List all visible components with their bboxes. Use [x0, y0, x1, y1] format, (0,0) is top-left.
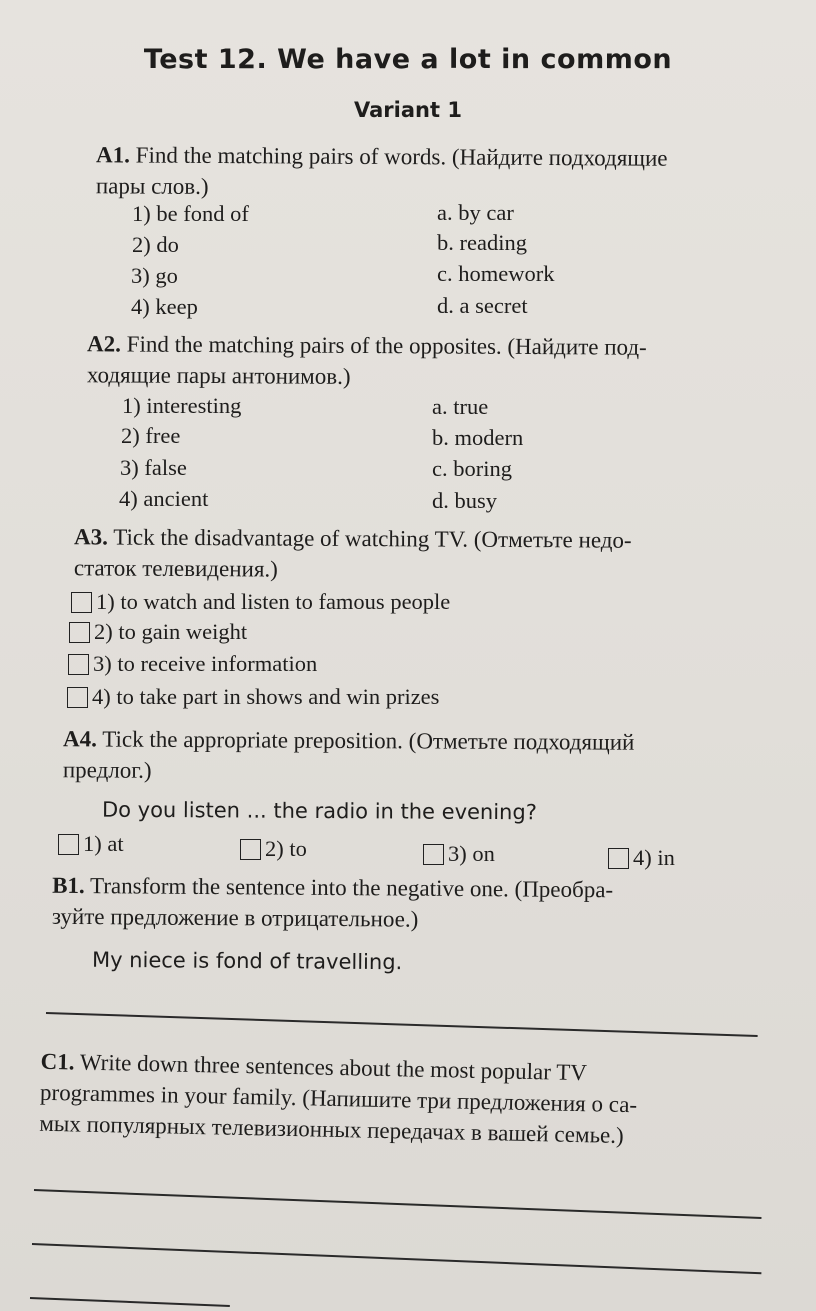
a2-right-item: a. true: [432, 394, 489, 419]
a1-left-item: 4) keep: [131, 294, 198, 319]
a3-option-4[interactable]: [67, 684, 439, 710]
a2-right-item: c. boring: [432, 456, 512, 481]
b1-sentence: My niece is fond of travelling.: [91, 947, 403, 975]
checkbox[interactable]: [67, 687, 88, 708]
c1-answer-line-2[interactable]: [32, 1243, 761, 1274]
task-c1-number: C1.: [40, 1048, 75, 1075]
task-a3-number: A3.: [74, 524, 109, 550]
task-c1-text-line1: Write down three sentences about the most popular TV: [79, 1049, 588, 1086]
task-a4-text-line2: предлог.): [62, 757, 152, 783]
task-a3-text-line2: статок телевидения.): [73, 555, 278, 582]
task-c1-instruction: [39, 1046, 638, 1151]
task-a2-number: A2.: [87, 331, 122, 357]
task-a2-text-line2: ходящие пары антонимов.): [86, 362, 351, 389]
c1-answer-line-3[interactable]: [30, 1297, 230, 1307]
task-b1-instruction: [52, 870, 614, 936]
task-c1-text-line3: мых популярных телевизионных передачах в вашей семье.): [39, 1110, 624, 1148]
a4-option-1[interactable]: [58, 831, 124, 857]
a1-right-item: c. homework: [437, 261, 555, 286]
a2-right-item: d. busy: [432, 488, 498, 513]
task-a1-text-line2: пары слов.): [95, 173, 209, 199]
task-a4-number: A4.: [63, 726, 98, 752]
b1-answer-line[interactable]: [46, 1012, 758, 1036]
task-a1-text-line1: Find the matching pairs of words. (Найдите подходящие: [135, 142, 668, 171]
a3-option-2[interactable]: [69, 619, 247, 645]
task-a1-number: A1.: [96, 142, 131, 168]
task-b1-text-line1: Transform the sentence into the negative one. (Преобра-: [89, 873, 614, 903]
a2-left-item: 4) ancient: [119, 486, 209, 511]
checkbox[interactable]: [68, 654, 89, 675]
a1-right-item: b. reading: [437, 230, 527, 255]
a2-left-item: 1) interesting: [122, 393, 242, 418]
option-label: 3) to receive information: [93, 651, 318, 676]
task-b1-number: B1.: [52, 872, 85, 899]
a4-option-3[interactable]: [423, 841, 495, 867]
checkbox[interactable]: [423, 844, 444, 865]
a3-option-1[interactable]: [71, 589, 450, 615]
option-label: 1) to watch and listen to famous people: [96, 589, 451, 614]
a3-option-3[interactable]: [68, 651, 317, 677]
task-a1-instruction: [96, 139, 668, 204]
a2-left-item: 3) false: [120, 455, 187, 480]
a1-left-item: 2) do: [132, 232, 179, 257]
task-b1-text-line2: зуйте предложение в отрицательное.): [51, 903, 419, 932]
a2-left-item: 2) free: [121, 423, 181, 448]
task-a3-instruction: [74, 521, 632, 586]
a2-right-item: b. modern: [432, 425, 524, 450]
variant-heading: Variant 1: [354, 98, 462, 122]
page-title: Test 12. We have a lot in common: [143, 44, 673, 75]
task-c1-text-line2: programmes in your family. (Напишите три предложения о са-: [39, 1079, 638, 1118]
checkbox[interactable]: [69, 622, 90, 643]
a1-left-item: 3) go: [131, 263, 178, 288]
checkbox[interactable]: [58, 834, 79, 855]
a1-left-item: 1) be fond of: [132, 201, 249, 226]
option-label: 2) to: [265, 836, 307, 861]
a4-option-4[interactable]: [608, 845, 675, 871]
option-label: 3) on: [448, 841, 495, 866]
task-a4-text-line1: Tick the appropriate preposition. (Отметьте подходящий: [102, 726, 635, 755]
task-a2-text-line1: Find the matching pairs of the opposites. (Найдите под-: [126, 331, 647, 360]
option-label: 2) to gain weight: [94, 619, 248, 644]
option-label: 1) at: [83, 831, 124, 856]
a1-right-item: a. by car: [437, 200, 514, 225]
option-label: 4) to take part in shows and win prizes: [92, 684, 440, 709]
a4-sentence: Do you listen ... the radio in the evening?: [101, 797, 537, 825]
task-a3-text-line1: Tick the disadvantage of watching TV. (Отметьте недо-: [113, 524, 632, 553]
task-a4-instruction: [63, 723, 635, 788]
a1-right-item: d. a secret: [437, 293, 528, 318]
checkbox[interactable]: [608, 848, 629, 869]
option-label: 4) in: [633, 845, 675, 870]
checkbox[interactable]: [240, 839, 261, 860]
task-a2-instruction: [87, 328, 647, 393]
c1-answer-line-1[interactable]: [34, 1189, 762, 1218]
checkbox[interactable]: [71, 592, 92, 613]
a4-option-2[interactable]: [240, 836, 307, 862]
